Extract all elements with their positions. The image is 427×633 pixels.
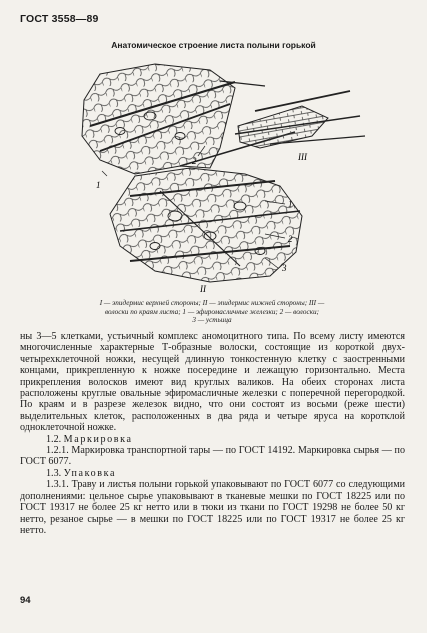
section-1-2-number: 1.2.: [46, 433, 62, 445]
figure-caption: [60, 299, 364, 325]
label-3-lower: 3: [282, 263, 287, 273]
section-1-2-title: Маркировка: [63, 433, 133, 445]
label-1-upper: 1: [96, 180, 101, 190]
page-number: 94: [20, 595, 31, 606]
caption-line-1: I — эпидермис верхней стороны; II — эпидермис нижней стороны; III —: [99, 299, 325, 307]
leaf-anatomy-illustration: [60, 56, 370, 301]
caption-line-2: волоски по краям листа; 1 — эфиромасличные железки; 2 — волоски;: [105, 307, 319, 316]
section-1-3-heading: [20, 468, 405, 479]
paragraph-1-3-1: 1.3.1. Траву и листья полыни горькой упаковывают по ГОСТ 6077 со следующими дополнениями: цельное сырье упаковывают в тканевые мешки по ГОСТ 18225 или по ГОСТ 19317 не более 25 кг нетто или в тюки из ткани по ГОСТ 19298 не более 50 кг нетто, резаное сырье — в мешки по ГОСТ 18225 или по ГОСТ 19317 не более 25 кг нетто.: [20, 479, 405, 536]
document-header: ГОСТ 3558—89: [20, 13, 99, 25]
hairs-fragment: [235, 91, 365, 148]
label-2-lower: 2: [288, 234, 293, 244]
label-2-upper: 2: [192, 156, 197, 166]
figure-title: Анатомическое строение листа полыни горькой: [111, 40, 316, 50]
body-text: [20, 331, 405, 536]
leaf-anatomy-drawing: [60, 56, 370, 296]
lower-epidermis-fragment: [110, 168, 302, 282]
paragraph-anatomy: ны 3—5 клетками, устьичный комплекс аномоцитного типа. По всему листу имеются многочисленные характерные Т-образные волоски, состоящие из короткой двух-четырехклеточной ножки, несущей длинную тонкостенную клетку с заостренными концами, прикрепленную к ножке посередине и лежащую горизонтально. Места прикрепления волосков имеют вид круглых валиков. На обеих сторонах листа расположены круглые овальные эфиромасличные железки с поперечной перегородкой. По краям и в разрезе железок видно, что они состоят из восьми (реже шести) выделительных клеток, расположенных в два ряда и четыре яруса на коротклой одноклеточной ножке.: [20, 331, 405, 434]
caption-line-3: 3 — устьица: [192, 316, 232, 325]
section-1-3-number: 1.3.: [46, 467, 62, 479]
paragraph-1-2-1: 1.2.1. Маркировка транспортной тары — по ГОСТ 14192. Маркировка сырья — по ГОСТ 6077.: [20, 445, 405, 468]
label-III: III: [298, 152, 307, 162]
section-1-2-heading: [20, 434, 405, 445]
label-II: II: [200, 284, 206, 294]
section-1-3-title: Упаковка: [63, 467, 117, 479]
label-1-lower: 1: [288, 199, 293, 209]
